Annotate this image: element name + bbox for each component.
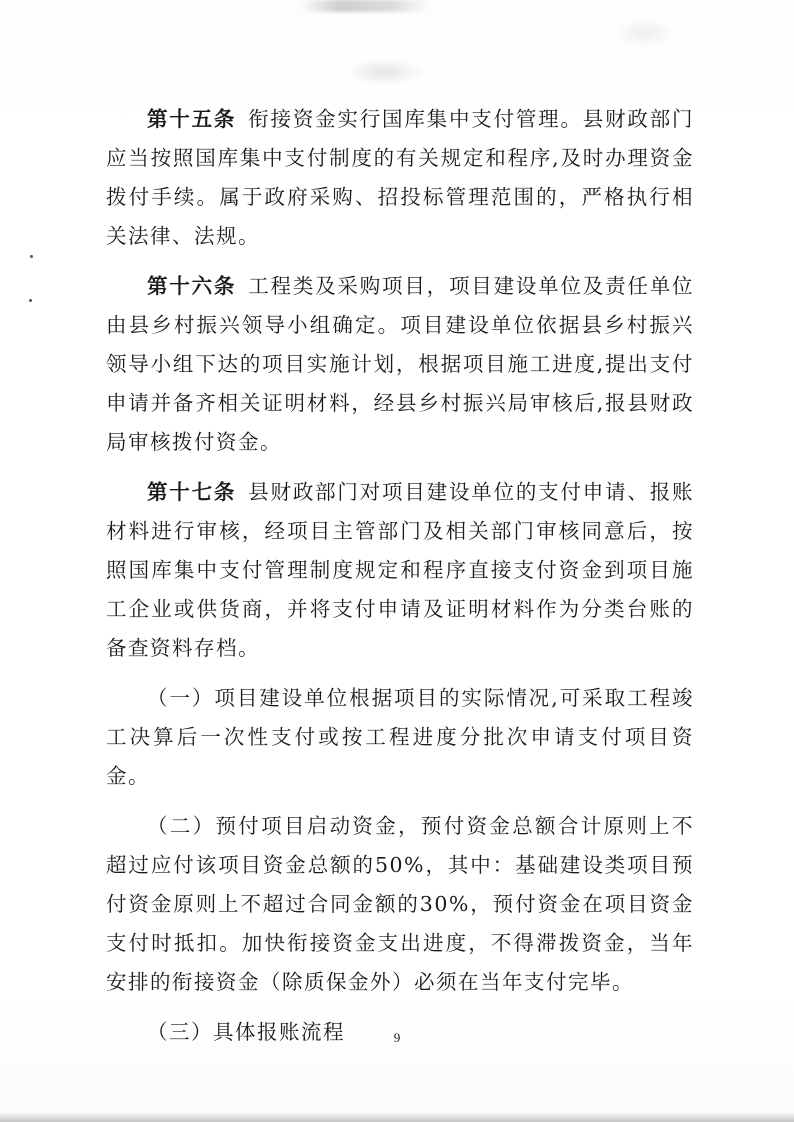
article-label: 第十七条 — [147, 480, 237, 504]
article-15 — [106, 100, 694, 256]
bleed-through-mark — [345, 58, 425, 86]
page-number: 9 — [393, 1030, 401, 1045]
clause-3: （三）具体报账流程 — [147, 1020, 345, 1044]
article-text: 县财政部门对项目建设单位的支付申请、报账材料进行审核，经项目主管部门及相关部门审核同意后，按照国库集中支付管理制度规定和程序直接支付资金到项目施工企业或供货商，并将支付申请及证明材料作为分类台账的备查资料存档。 — [106, 480, 695, 660]
clause-2: （二）预付项目启动资金，预付资金总额合计原则上不超过应付该项目资金总额的50%，其中：基础建设类项目预付资金原则上不超过合同金额的30%，预付资金在项目资金支付时抵扣。加快衔接资金支出进度，不得滞拨资金，当年安排的衔接资金（除质保金外）必须在当年支付完毕。 — [106, 814, 694, 994]
binding-hole-mark — [30, 255, 33, 258]
article-text: 衔接资金实行国库集中支付管理。县财政部门应当按照国库集中支付制度的有关规定和程序,及时办理资金拨付手续。属于政府采购、招投标管理范围的，严格执行相关法律、法规。 — [106, 107, 695, 248]
binding-hole-mark — [29, 299, 32, 302]
article-17 — [106, 473, 694, 668]
clause-1: （一）项目建设单位根据项目的实际情况,可采取工程竣工决算后一次性支付或按工程进度分批次申请支付项目资金。 — [106, 686, 694, 788]
article-label: 第十六条 — [147, 274, 237, 298]
document-body — [106, 100, 694, 1063]
bleed-through-mark — [615, 18, 675, 48]
article-text: 工程类及采购项目，项目建设单位及责任单位由县乡村振兴领导小组确定。项目建设单位依据县乡村振兴领导小组下达的项目实施计划，根据项目施工进度,提出支付申请并备齐相关证明材料，经县乡村振兴局审核后,报县财政局审核拨付资金。 — [106, 274, 695, 454]
article-label: 第十五条 — [147, 107, 237, 131]
scan-artifact-top — [300, 0, 430, 12]
article-16 — [106, 267, 694, 462]
scan-artifact-bottom — [0, 1112, 794, 1122]
